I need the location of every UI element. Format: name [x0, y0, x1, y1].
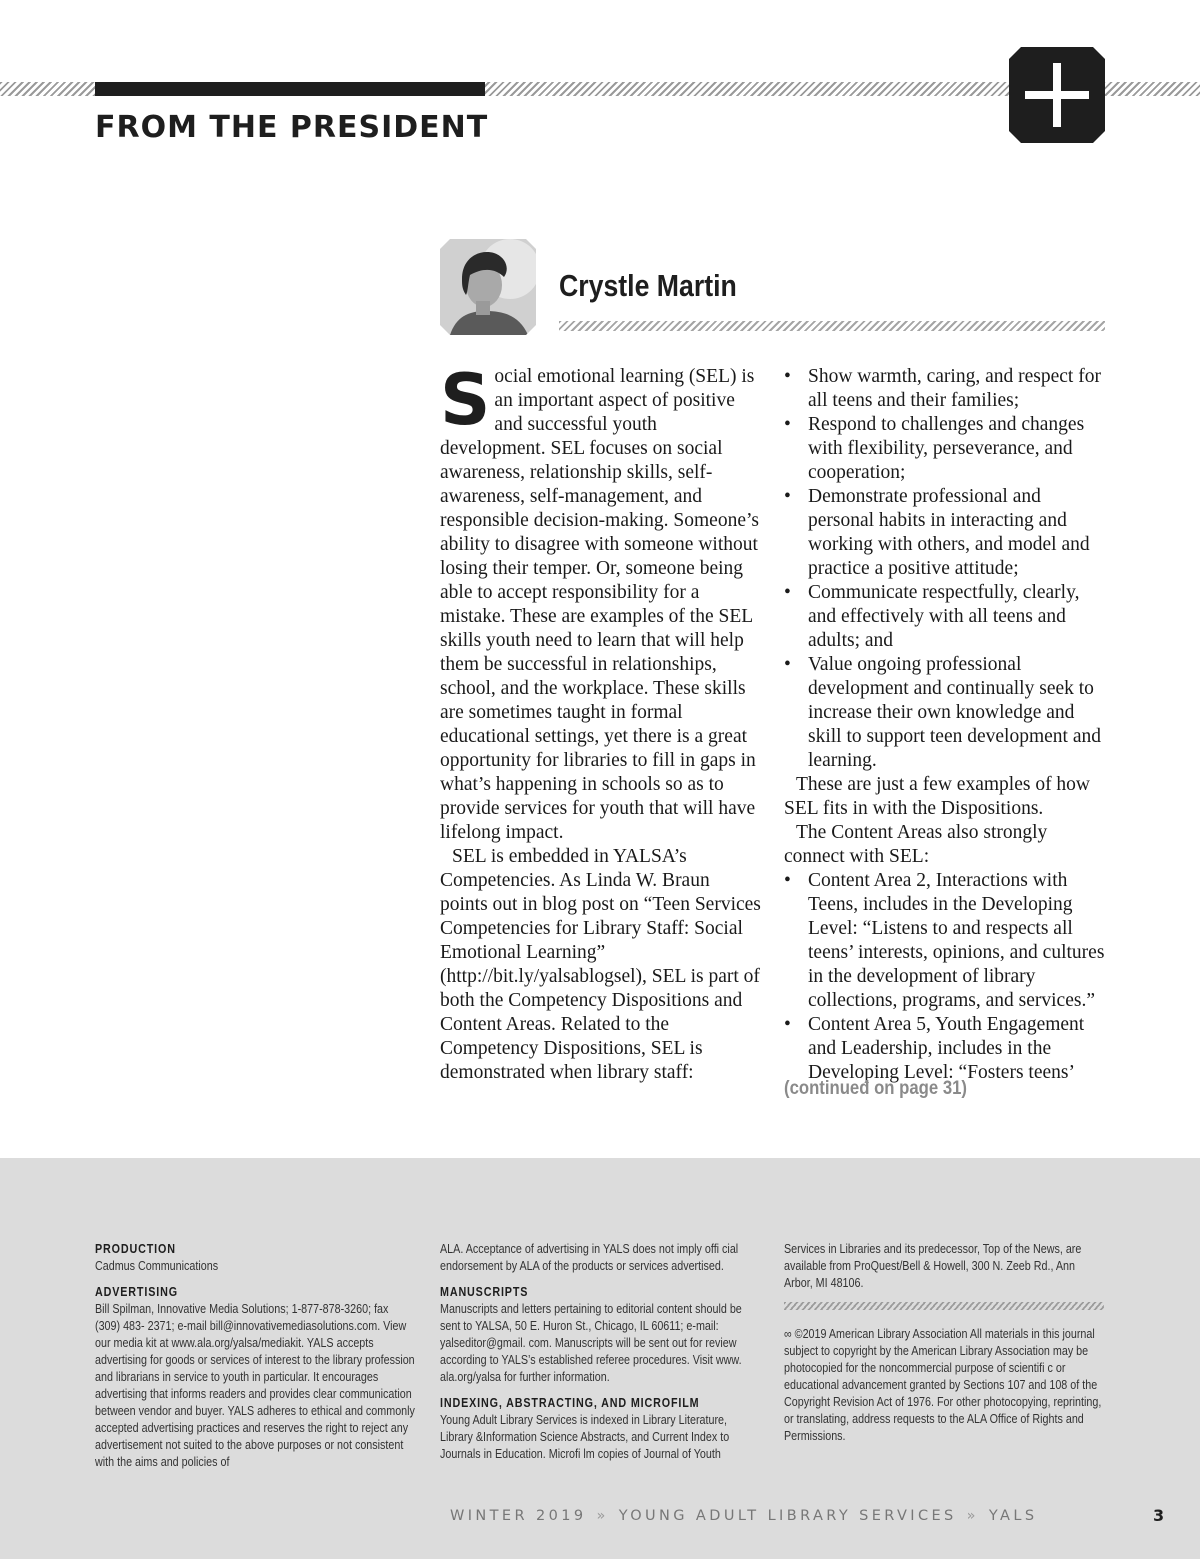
list-item: • Communicate respectfully, clearly, and effectively with all teens and adults; and	[784, 581, 1106, 653]
dispositions-summary-paragraph: These are just a few examples of how SEL fits in with the Dispositions.	[784, 774, 1091, 819]
manuscripts-text: Manuscripts and letters pertaining to editorial content should be sent to YALSA, 50 E. Huron St., Chicago, IL 60611; e-mail: yalseditor@gmail. com. Manuscripts will be sent out for review according to YALS’s established referee procedures. Visit www. ala.org/yalsa for further information.	[440, 1302, 742, 1384]
masthead-divider	[784, 1302, 1104, 1310]
journal-abbrev: YALS	[988, 1508, 1038, 1524]
indexing-text-continued: Services in Libraries and its predecessor, Top of the News, are available from ProQuest/Bell & Howell, 300 N. Zeeb Rd., Ann Arbor, MI 48106.	[784, 1242, 1082, 1290]
continued-link[interactable]: (continued on page 31)	[784, 1078, 967, 1099]
advertising-text-continued: ALA. Acceptance of advertising in YALS does not imply offi cial endorsement by ALA of the products or services advertised.	[440, 1242, 739, 1273]
author-photo	[440, 239, 536, 335]
list-item: • Demonstrate professional and personal habits in interacting and working with others, and model and practice a positive attitude;	[784, 485, 1106, 581]
advertising-heading: ADVERTISING	[95, 1285, 178, 1299]
article-column-left	[440, 359, 762, 1085]
issue-date: WINTER 2019	[450, 1508, 587, 1524]
list-item: • Value ongoing professional development and continually seek to increase their own knowledge and skill to support teen development and learning.	[784, 653, 1106, 773]
masthead-column-1	[95, 1241, 415, 1480]
author-name: Crystle Martin	[559, 268, 737, 303]
advertising-text: Bill Spilman, Innovative Media Solutions; 1-877-878-3260; fax (309) 483- 2371; e-mail bill@innovativemediasolutions.com. View our media kit at www.ala.org/yalsa/mediakit. YALS accepts advertising for goods or services of interest to the library profession and librarians in service to youth in particular. It encourages advertising that informs readers and provides clear communication between vendor and buyer. YALS adheres to ethical and commonly accepted advertising practices and reserves the right to reject any advertisement not suited to the above purposes or not consistent with the aims and policies of	[95, 1302, 415, 1469]
dispositions-list	[784, 365, 1106, 773]
content-areas-list	[784, 869, 1106, 1085]
list-item: • Content Area 2, Interactions with Teens, includes in the Developing Level: “Listens to and respects all teens’ interests, opinions, and cultures in the development of library collections, programs, and services.”	[784, 869, 1106, 1013]
list-item: • Show warmth, caring, and respect for all teens and their families;	[784, 365, 1106, 413]
header-black-bar	[95, 82, 485, 96]
indexing-heading: INDEXING, ABSTRACTING, AND MICROFILM	[440, 1396, 700, 1410]
drop-cap: S	[440, 359, 491, 441]
section-title: FROM THE PRESIDENT	[95, 110, 489, 145]
production-text: Cadmus Communications	[95, 1259, 219, 1273]
intro-paragraph: ocial emotional learning (SEL) is an important aspect of positive and successful youth development. SEL focuses on social awareness, relationship skills, self-awareness, self-management, and responsible decision-making. Someone’s ability to disagree with someone without losing their temper. Or, someone being able to accept responsibility for a mistake. These are examples of the SEL skills youth need to learn that will help them be successful in relationships, school, and the workplace. These skills are sometimes taught in formal educational settings, yet there is a great opportunity for libraries to fill in gaps in what’s happening in schools so as to provide services for youth that will have lifelong impact.	[440, 366, 759, 843]
separator: »	[596, 1508, 609, 1524]
masthead-column-2	[440, 1241, 760, 1472]
production-heading: PRODUCTION	[95, 1242, 176, 1256]
manuscripts-heading: MANUSCRIPTS	[440, 1285, 529, 1299]
separator: »	[966, 1508, 979, 1524]
list-item: • Respond to challenges and changes with flexibility, perseverance, and cooperation;	[784, 413, 1106, 485]
content-areas-intro-paragraph: The Content Areas also strongly connect with SEL:	[784, 822, 1048, 867]
competencies-paragraph: SEL is embedded in YALSA’s Competencies. As Linda W. Braun points out in blog post on “Teen Services Competencies for Library Staff: Social Emotional Learning” (http://bit.ly/yalsablogsel), SEL is part of both the Competency Dispositions and Content Areas. Related to the Competency Dispositions, SEL is demonstrated when library staff:	[440, 846, 761, 1083]
page-number: 3	[1153, 1506, 1165, 1525]
indexing-text: Young Adult Library Services is indexed in Library Literature, Library &Information Science Abstracts, and Current Index to Journals in Education. Microfi lm copies of Journal of Youth	[440, 1413, 730, 1461]
article-column-right	[784, 365, 1106, 1085]
journal-title: YOUNG ADULT LIBRARY SERVICES	[618, 1508, 957, 1524]
author-hatch	[559, 321, 1105, 331]
copyright-text: ∞ ©2019 American Library Association All materials in this journal subject to copyright by the American Library Association may be photocopied for the noncommercial purpose of scientifi c or educational advancement granted by Sections 107 and 108 of the Copyright Revision Act of 1976. For other photocopying, reprinting, or translating, address requests to the ALA Office of Rights and Permissions.	[784, 1327, 1102, 1443]
list-item: • Content Area 5, Youth Engagement and Leadership, includes in the Developing Level: “Fosters teens’	[784, 1013, 1106, 1085]
running-footer	[450, 1508, 1037, 1524]
plus-icon	[1009, 47, 1105, 143]
masthead-column-3	[784, 1241, 1104, 1454]
